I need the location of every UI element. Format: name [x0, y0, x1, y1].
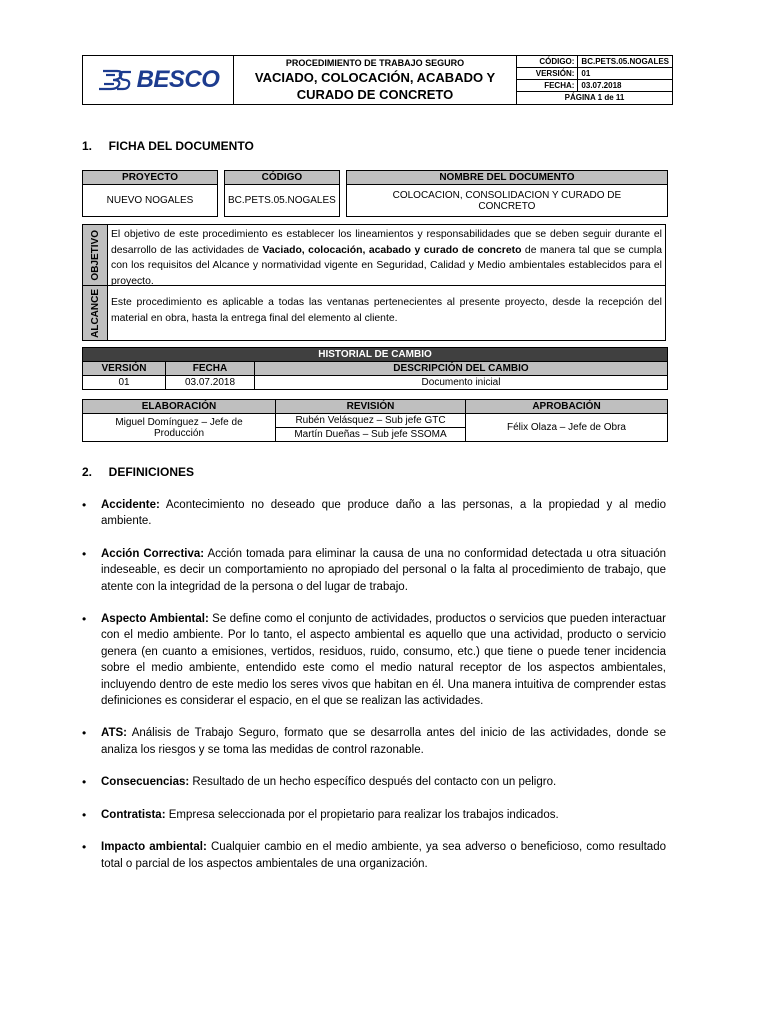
alcance-label-cell	[83, 286, 108, 340]
proyecto-header: PROYECTO	[83, 171, 218, 185]
section1-title: 1. FICHA DEL DOCUMENTO	[82, 139, 254, 153]
codigo-value-cell: BC.PETS.05.NOGALES	[225, 185, 340, 217]
doc-title-line1: VACIADO, COLOCACIÓN, ACABADO Y	[254, 70, 496, 85]
besco-logo-icon	[97, 68, 133, 92]
revision-value-2: Martín Dueñas – Sub jefe SSOMA	[276, 428, 466, 442]
bullet-icon: •	[82, 775, 87, 790]
objetivo-label-cell	[83, 225, 108, 285]
version-value: 01	[578, 68, 672, 80]
historial-row-fecha: 03.07.2018	[166, 376, 255, 390]
doc-title-line2: CURADO DE CONCRETO	[296, 87, 454, 102]
objetivo-box	[82, 224, 666, 286]
table-row	[83, 376, 668, 390]
bullet-icon: •	[82, 726, 87, 741]
list-item	[82, 839, 666, 872]
doc-type: PROCEDIMIENTO DE TRABAJO SEGURO	[285, 58, 465, 68]
aprobacion-value: Félix Olaza – Jefe de Obra	[466, 414, 668, 442]
historial-row-version: 01	[83, 376, 166, 390]
definition-term: ATS:	[101, 727, 127, 740]
header-title-block	[234, 56, 517, 104]
spacer	[218, 185, 225, 217]
definitions-list	[82, 497, 666, 888]
proyecto-value: NUEVO NOGALES	[83, 185, 218, 217]
alcance-text: Este procedimiento es aplicable a todas las ventanas pertenecientes al presente proyecto, desde la recepción del material en obra, hasta la entrega final del elemento al cliente.	[111, 297, 662, 324]
objetivo-text-bold: Vaciado, colocación, acabado y curado de concreto	[262, 244, 522, 256]
definition-text: Cualquier cambio en el medio ambiente, ya sea adverso o beneficioso, como resultado total o parcial de los aspectos ambientales de una organización.	[101, 841, 666, 870]
objetivo-text-post: de manera tal que se cumpla con los requisitos del Alcance y normatividad vigente en Seguridad, Calidad y Medio ambientales establecidos para el proyecto.	[111, 244, 663, 287]
objetivo-label: OBJETIVO	[89, 229, 101, 281]
document-header	[82, 55, 673, 105]
spacer	[339, 185, 346, 217]
header-meta	[517, 56, 672, 104]
definition-text: Acontecimiento no deseado que produce daño a las personas, a la propiedad y al medio ambiente.	[101, 499, 666, 528]
bullet-icon: •	[82, 807, 87, 822]
definition-term: Impacto ambiental:	[101, 841, 207, 854]
definition-text: Empresa seleccionada por el propietario para realizar los trabajos indicados.	[165, 808, 559, 821]
elaboracion-value: Miguel Domínguez – Jefe de Producción	[83, 414, 276, 442]
elaboracion-header: ELABORACIÓN	[83, 400, 276, 414]
definition-text: Acción tomada para eliminar la causa de una no conformidad detectada u otra situación indeseable, es decir un comportamiento no apropiado del personal o la falta al procedimiento de trabajo, que atente con la integridad de la persona o del lugar de trabajo.	[101, 547, 666, 593]
revision-header: REVISIÓN	[276, 400, 466, 414]
definition-text: Análisis de Trabajo Seguro, formato que se desarrolla antes del inicio de las actividades, donde se analiza los riesgos y se toma las medidas de control razonable.	[101, 727, 666, 756]
list-item	[82, 497, 666, 530]
historial-col-desc: DESCRIPCIÓN DEL CAMBIO	[255, 362, 668, 376]
definition-term: Aspecto Ambiental:	[101, 613, 209, 626]
spacer	[339, 171, 346, 185]
list-item	[82, 725, 666, 758]
fecha-value: 03.07.2018	[578, 80, 672, 92]
bullet-icon: •	[82, 498, 87, 512]
bullet-icon: •	[82, 546, 87, 561]
bullet-icon: •	[82, 612, 87, 627]
fecha-label: FECHA:	[517, 80, 578, 92]
alcance-label: ALCANCE	[89, 288, 101, 338]
codigo-label: CÓDIGO:	[517, 56, 578, 68]
historial-col-version: VERSIÓN	[83, 362, 166, 376]
definition-term: Accidente:	[101, 499, 160, 511]
historial-row-desc: Documento inicial	[255, 376, 668, 390]
definition-text: Resultado de un hecho específico después del contacto con un peligro.	[189, 776, 557, 789]
version-label: VERSIÓN:	[517, 68, 578, 80]
bullet-icon: •	[82, 840, 87, 855]
definition-term: Contratista:	[101, 808, 166, 821]
firmas-table	[82, 399, 668, 442]
definition-term: Acción Correctiva:	[101, 547, 205, 560]
spacer	[218, 171, 225, 185]
logo-text: BESCO	[136, 66, 220, 93]
section2-title: 2. DEFINICIONES	[82, 465, 195, 479]
nombre-header: NOMBRE DEL DOCUMENTO	[346, 171, 667, 185]
codigo-value: BC.PETS.05.NOGALES	[578, 56, 672, 68]
historial-table	[82, 347, 668, 390]
revision-value-1: Rubén Velásquez – Sub jefe GTC	[276, 414, 466, 428]
list-item	[82, 807, 666, 823]
nombre-value: COLOCACION, CONSOLIDACION Y CURADO DE CONCRETO	[346, 185, 667, 217]
historial-title: HISTORIAL DE CAMBIO	[83, 348, 668, 362]
company-logo	[83, 56, 234, 104]
alcance-box	[82, 286, 666, 341]
codigo-header: CÓDIGO	[225, 171, 340, 185]
historial-col-fecha: FECHA	[166, 362, 255, 376]
objetivo-text	[108, 225, 665, 285]
objetivo-text-pre: El objetivo de este procedimiento es establecer los lineamientos y responsabilidades que se deben seguir durante el desarrollo de las actividades de	[111, 229, 662, 256]
definition-text: Se define como el conjunto de actividades, productos o servicios que pueden interactuar con el medio ambiente. Por lo tanto, el aspecto ambiental es aquello que una actividad, producto o servicio genera (en cuanto a emisiones, vertidos, residuos, ruido, consumo, etc.) que tiene o puede tener incidencia sobre el medio ambiente, entendido este como el medio natural receptor de los aspectos ambientales, incluyendo dentro de este medio los seres vivos que habitan en él. Una manera intuitiva de comprender estas definiciones es considerar el espacio, en el que se realizan las actividades.	[101, 613, 667, 708]
list-item	[82, 546, 666, 595]
ficha-table	[82, 170, 668, 217]
list-item	[82, 611, 666, 709]
definition-term: Consecuencias:	[101, 776, 190, 789]
aprobacion-header: APROBACIÓN	[466, 400, 668, 414]
page-number: PÁGINA 1 de 11	[564, 93, 625, 102]
list-item	[82, 774, 666, 790]
